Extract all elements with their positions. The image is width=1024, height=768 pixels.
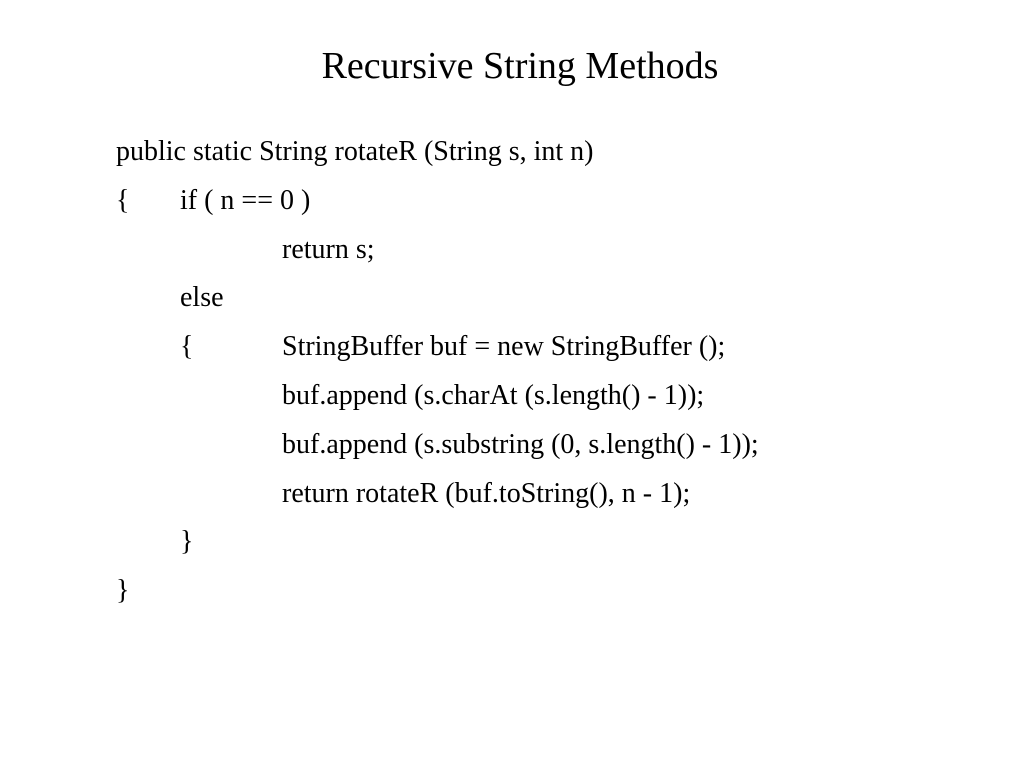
append-substring-statement: buf.append (s.substring (0, s.length() - 1)); <box>282 428 759 460</box>
method-open-brace: { <box>116 184 130 216</box>
else-open-brace: { <box>180 331 194 363</box>
append-char-statement: buf.append (s.charAt (s.length() - 1)); <box>282 379 705 411</box>
method-signature: public static String rotateR (String s, int n) <box>116 136 594 167</box>
return-s-statement: return s; <box>282 233 375 265</box>
buffer-declaration: StringBuffer buf = new StringBuffer (); <box>282 331 726 363</box>
else-close-brace: } <box>180 526 194 558</box>
else-keyword: else <box>180 282 224 314</box>
slide-title: Recursive String Methods <box>321 45 719 87</box>
if-statement: if ( n == 0 ) <box>180 184 311 216</box>
method-close-brace: } <box>116 575 130 607</box>
return-recursive-statement: return rotateR (buf.toString(), n - 1); <box>282 477 691 509</box>
